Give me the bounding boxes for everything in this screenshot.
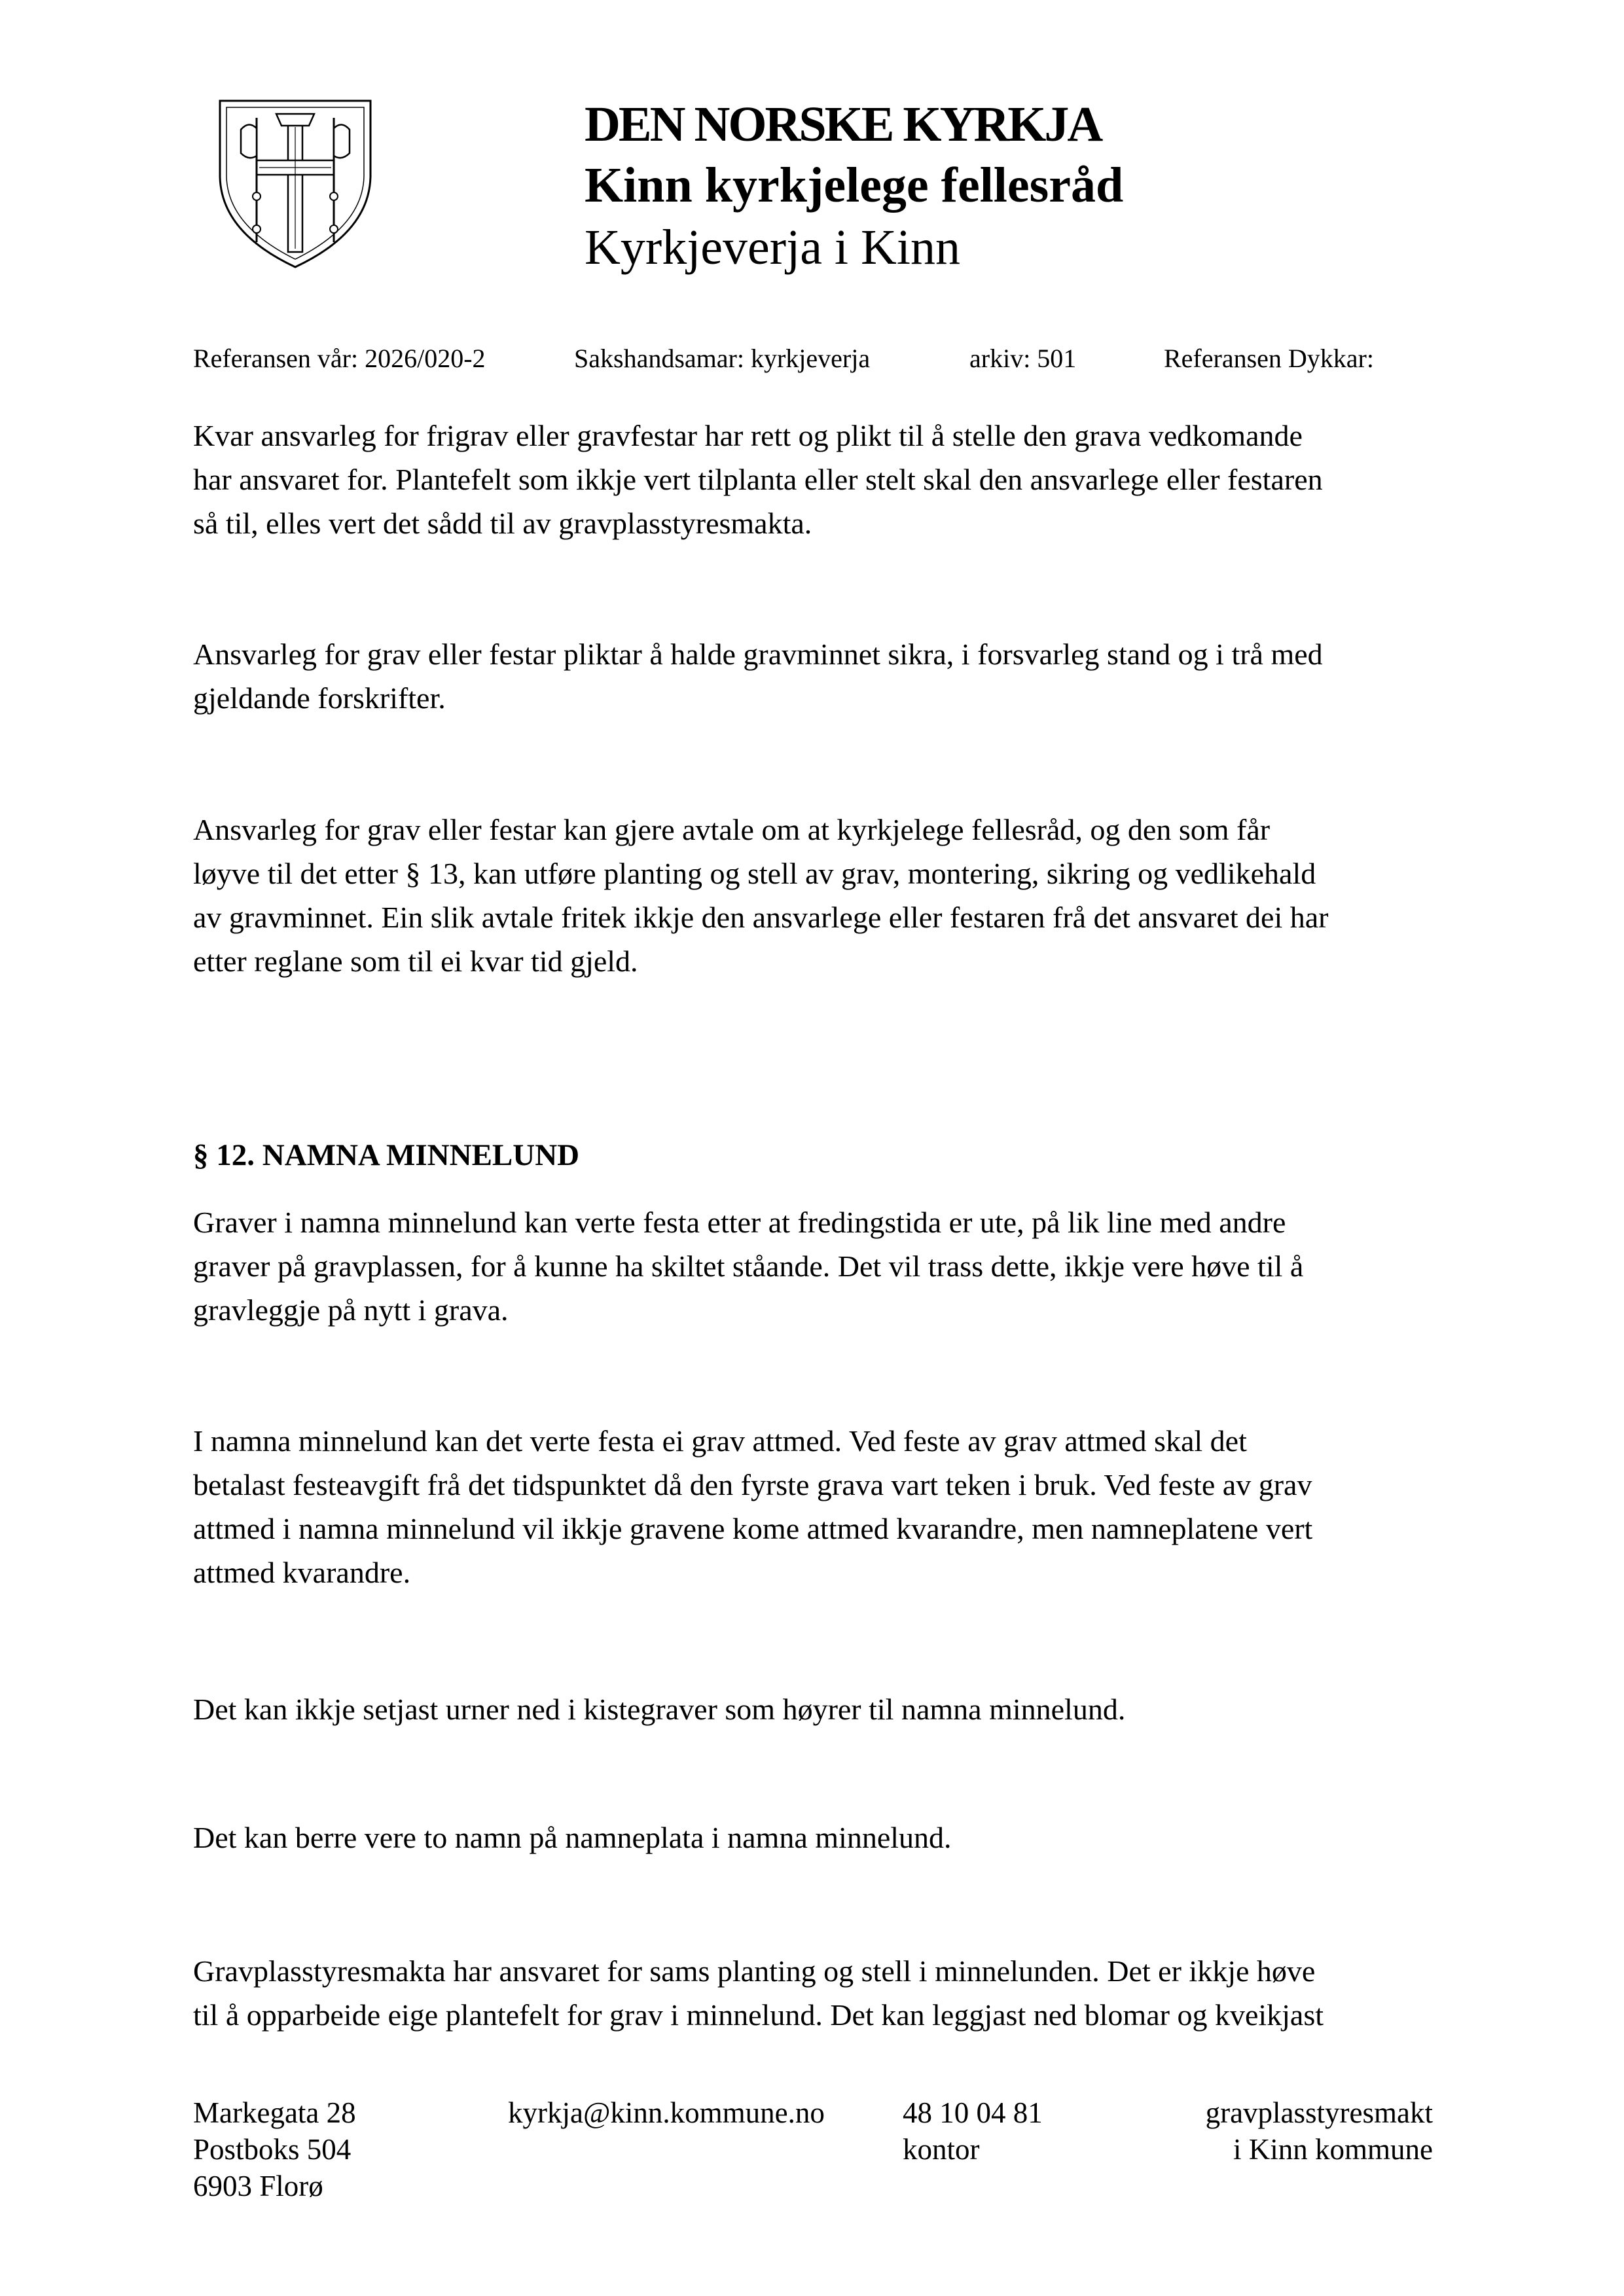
paragraph-line: graver på gravplassen, for å kunne ha skiltet ståande. Det vil trass dette, ikkje vere høve til å [193,1249,1304,1283]
paragraph-line: har ansvaret for. Plantefelt som ikkje vert tilplanta eller stelt skal den ansvarlege eller festaren [193,463,1323,496]
paragraph-adjacent-grave [193,1419,1440,1594]
address-line: Markegata 28 [193,2096,356,2129]
paragraph-line: Det kan berre vere to namn på namneplata i namna minnelund. [193,1821,952,1854]
paragraph-line: Graver i namna minnelund kan verte festa etter at fredingstida er ute, på lik line med andre [193,1206,1286,1239]
paragraph-care-agreement [193,808,1440,983]
paragraph-line: Det kan ikkje setjast urner ned i kistegraver som høyrer til namna minnelund. [193,1693,1126,1726]
paragraph-urns [193,1687,1440,1731]
council-name: Kinn kyrkjelege fellesråd [585,158,1124,213]
office-name: Kyrkjeverja i Kinn [585,220,961,275]
footer-email[interactable] [508,2094,825,2131]
email-link[interactable]: kyrkja@kinn.kommune.no [508,2096,825,2129]
authority-line: gravplasstyresmakt [1205,2096,1433,2129]
paragraph-line: attmed kvarandre. [193,1556,411,1589]
paragraph-line: til å opparbeide eige plantefelt for grav i minnelund. Det kan leggjast ned blomar og kveikjast [193,1998,1324,2032]
our-reference: Referansen vår: 2026/020-2 [193,344,486,373]
paragraph-line: betalast festeavgift frå det tidspunktet då den fyrste grava vart teken i bruk. Ved feste av grav [193,1468,1312,1501]
paragraph-line: I namna minnelund kan det verte festa ei grav attmed. Ved feste av grav attmed skal det [193,1424,1247,1458]
paragraph-line: attmed i namna minnelund vil ikkje gravene kome attmed kvarandre, men namneplatene vert [193,1512,1313,1545]
paragraph-line: så til, elles vert det sådd til av gravplasstyresmakta. [193,507,812,540]
paragraph-named-memorial [193,1200,1440,1332]
paragraph-line: Ansvarleg for grav eller festar kan gjere avtale om at kyrkjelege fellesråd, og den som får [193,813,1271,846]
paragraph-monument-safety [193,632,1440,720]
address-line: 6903 Florø [193,2170,323,2202]
paragraph-line: gjeldande forskrifter. [193,681,446,715]
footer-authority [1206,2094,1433,2168]
paragraph-line: løyve til det etter § 13, kan utføre planting og stell av grav, montering, sikring og vedlikehald [193,857,1316,890]
paragraph-planting [193,1949,1440,2037]
paragraph-line: av gravminnet. Ein slik avtale fritek ikkje den ansvarlege eller festaren frå det ansvaret dei har [193,901,1329,934]
footer-address [193,2094,356,2204]
section-heading: § 12. NAMNA MINNELUND [193,1138,580,1172]
paragraph-care-duty [193,414,1440,545]
cross-shield-icon [217,98,373,270]
paragraph-line: Gravplasstyresmakta har ansvaret for sams planting og stell i minnelunden. Det er ikkje høve [193,1954,1316,1988]
your-reference: Referansen Dykkar: [1164,344,1374,373]
case-handler: Sakshandsamar: kyrkjeverja [574,344,871,373]
paragraph-line: Kvar ansvarleg for frigrav eller gravfestar har rett og plikt til å stelle den grava vedkomande [193,419,1303,452]
church-crest-logo [217,98,373,270]
paragraph-line: gravleggje på nytt i grava. [193,1293,509,1327]
paragraph-line: Ansvarleg for grav eller festar pliktar å halde gravminnet sikra, i forsvarleg stand og i trå med [193,637,1323,671]
archive-number: arkiv: 501 [969,344,1077,373]
paragraph-name-plate [193,1816,1440,1859]
paragraph-line: etter reglane som til ei kvar tid gjeld. [193,944,638,978]
footer-phone [903,2094,1043,2168]
organisation-name: DEN NORSKE KYRKJA [585,97,1102,152]
authority-line: i Kinn kommune [1233,2133,1433,2166]
address-line: Postboks 504 [193,2133,352,2166]
phone-number: 48 10 04 81 [903,2096,1043,2129]
phone-label: kontor [903,2133,980,2166]
